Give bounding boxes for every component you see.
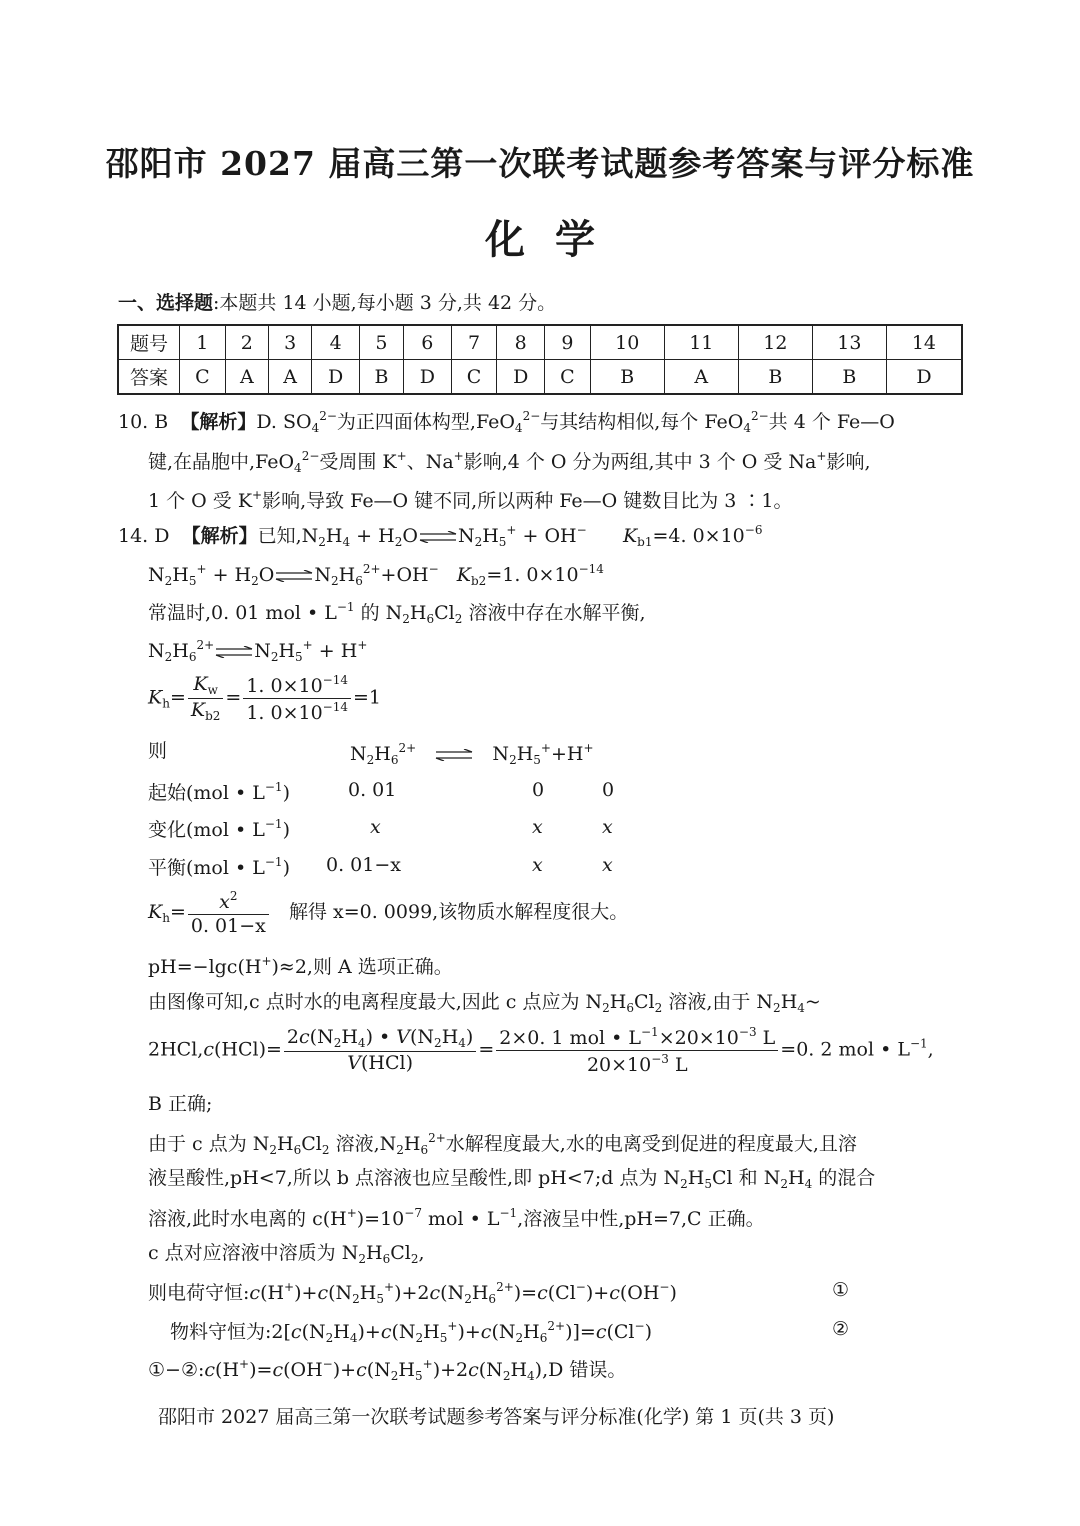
q14-line4: $N_2H_6^{2+}$ $N_2H_5^+ + H^+$ (148, 638, 368, 664)
answer-table (117, 324, 963, 395)
ph-line: pH=−lgc(H+)≈2,则 A 选项正确。 (148, 954, 453, 978)
question-number-cell: 5 (359, 325, 403, 360)
answer-cell: A (225, 360, 268, 395)
question-number-cell: 14 (886, 325, 962, 360)
question-number-cell: 2 (225, 325, 268, 360)
document-title: 邵阳市 2027 届高三第一次联考试题参考答案与评分标准 (105, 144, 975, 183)
mark-1: ① (832, 1279, 850, 1301)
q14-line2: $N_2H_5^+ + H_2O$ $N_2H_6^{2+}+OH^-$ $K_{b2}=1$. $0\times 10^{-14}$ (148, 562, 604, 588)
answer-cell: B (738, 360, 812, 395)
table-row (118, 325, 962, 360)
answer-cell: D (886, 360, 962, 395)
row-label: 题号 (118, 325, 180, 360)
section-heading: 一、选择题:本题共 14 小题,每小题 3 分,共 42 分。 (118, 292, 557, 314)
q14-para1: 由图像可知,c 点时水的电离程度最大,因此 c 点应为 $N_2H_6Cl_2$ 溶液,由于 $N_2H_4\sim$ (148, 991, 821, 1015)
mark-2: ② (832, 1318, 850, 1340)
row-label: 答案 (118, 360, 180, 395)
b-correct: B 正确; (148, 1093, 213, 1115)
ice-cell: 0. 01−x (326, 854, 401, 876)
question-number-cell: 7 (451, 325, 497, 360)
question-number-cell: 8 (497, 325, 545, 360)
ice-header-label: 则 (148, 740, 168, 762)
question-number-cell: 4 (312, 325, 360, 360)
answer-cell: B (812, 360, 886, 395)
ice-cell: 0 (532, 779, 545, 801)
q10-line2: 键,在晶胞中,FeO$_4^{2-}$受周围 K+、Na+影响,4 个 O 分为两组,其中 3 个 O 受 Na+影响, (148, 449, 871, 475)
question-number-cell: 9 (545, 325, 591, 360)
question-number-cell: 13 (812, 325, 886, 360)
answer-cell: A (664, 360, 738, 395)
answer-cell: D (403, 360, 451, 395)
answer-cell: C (451, 360, 497, 395)
ice-cell: 0. 01 (348, 779, 397, 801)
q14-line1: 14. D 【解析】已知$,N_2H_4 + H_2O$ $N_2H_5^+ + OH^-$ $K_{b1}=4$. $0\times 10^{-6}$ (118, 523, 763, 549)
answer-cell: D (312, 360, 360, 395)
q14-para3: 由于 c 点为 $N_2H_6Cl_2$ 溶液$,N_2H_6^{2+}$水解程度最大,水的电离受到促进的程度最大,且溶 (148, 1131, 857, 1157)
ice-row-start: 起始(mol • $L^{-1}$) (148, 780, 290, 804)
answer-cell: B (590, 360, 664, 395)
ice-cell: x (602, 854, 613, 876)
question-number-cell: 6 (403, 325, 451, 360)
question-number-cell: 11 (664, 325, 738, 360)
final-line: $①-②:c(H^+)=c(OH^-)+c(N_2H_5^+)+2c(N_2H_4),D$ 错误。 (148, 1357, 627, 1383)
mass-balance: 物料守恒为$:2[c(N_2H_4)+c(N_2H_5^+)+c(N_2H_6^{2+})]=c(Cl^-)$ (170, 1319, 652, 1345)
q14-para6: c 点对应溶液中溶质为 $N_2H_6Cl_2$, (148, 1242, 425, 1266)
page-footer: 邵阳市 2027 届高三第一次联考试题参考答案与评分标准(化学) 第 1 页(共 3 页) (158, 1406, 835, 1428)
answer-cell: D (497, 360, 545, 395)
ice-cell: 0 (602, 779, 615, 801)
ice-header-eq: $N_2H_6^{2+}$ $N_2H_5^++H^+$ (350, 741, 594, 767)
hcl-formula: 2HCl,c(HCl)= $\frac{2c(N_2H_4) • V(N_2H_4)}{\text{V(HCl)}}$ = $\frac{2\times 0. 1 mol • L^{-1}\times 20\times 10^{-3} L}{20\times 10^{-3} L}$ =0. 2 mol • $L^{-1}$, (148, 1025, 934, 1076)
q14-para4: 液呈酸性,pH<7,所以 b 点溶液也应呈酸性,即 pH<7;d 点为 $N_2H_5Cl$ 和 $N_2H_4$ 的混合 (148, 1167, 876, 1191)
answer-cell: B (359, 360, 403, 395)
question-number-cell: 3 (268, 325, 311, 360)
q14-line3: 常温时,0. 01 mol • $L^{-1}$ 的 $N_2H_6Cl_2$ 溶液中存在水解平衡, (148, 600, 646, 626)
ice-cell: x (532, 816, 543, 838)
table-row (118, 360, 962, 395)
ice-row-eq: 平衡(mol • $L^{-1}$) (148, 855, 290, 879)
q10-line1: 10. B 【解析】D. $SO_4^{2-}$为正四面体构型,FeO$_4^{2-}$与其结构相似,每个 FeO$_4^{2-}$共 4 个 Fe—O (118, 409, 895, 435)
q14-para5: 溶液,此时水电离的 $c(H^+)=10^{-7}$ mol • $L^{-1}$,溶液呈中性,pH=7,C 正确。 (148, 1206, 765, 1230)
ice-row-change: 变化(mol • $L^{-1}$) (148, 817, 290, 841)
subject-title: 化学 (485, 216, 625, 263)
ice-cell: x (602, 816, 613, 838)
ice-cell: x (532, 854, 543, 876)
kh2-formula: $K_h=$ $\frac{x^2}{0. 01-x}$ 解得 x=0. 0099,该物质水解程度很大。 (148, 889, 629, 937)
kh-formula: $K_h=$ $\frac{K_w}{K_{b2}}$ = $\frac{1. 0\times 10^{-14}}{1. 0\times 10^{-14}}$ =1 (148, 673, 382, 724)
ice-cell: x (370, 816, 381, 838)
q10-line3: 1 个 O 受 K+影响,导致 Fe—O 键不同,所以两种 Fe—O 键数目比为 3 ∶1。 (148, 488, 793, 512)
question-number-cell: 1 (180, 325, 226, 360)
answer-cell: C (545, 360, 591, 395)
answer-cell: A (268, 360, 311, 395)
question-number-cell: 10 (590, 325, 664, 360)
question-number-cell: 12 (738, 325, 812, 360)
answer-cell: C (180, 360, 226, 395)
charge-balance: 则电荷守恒$:c(H^+)+c(N_2H_5^+)+2c(N_2H_6^{2+})=c(Cl^-)+c(OH^-)$ (148, 1280, 677, 1306)
